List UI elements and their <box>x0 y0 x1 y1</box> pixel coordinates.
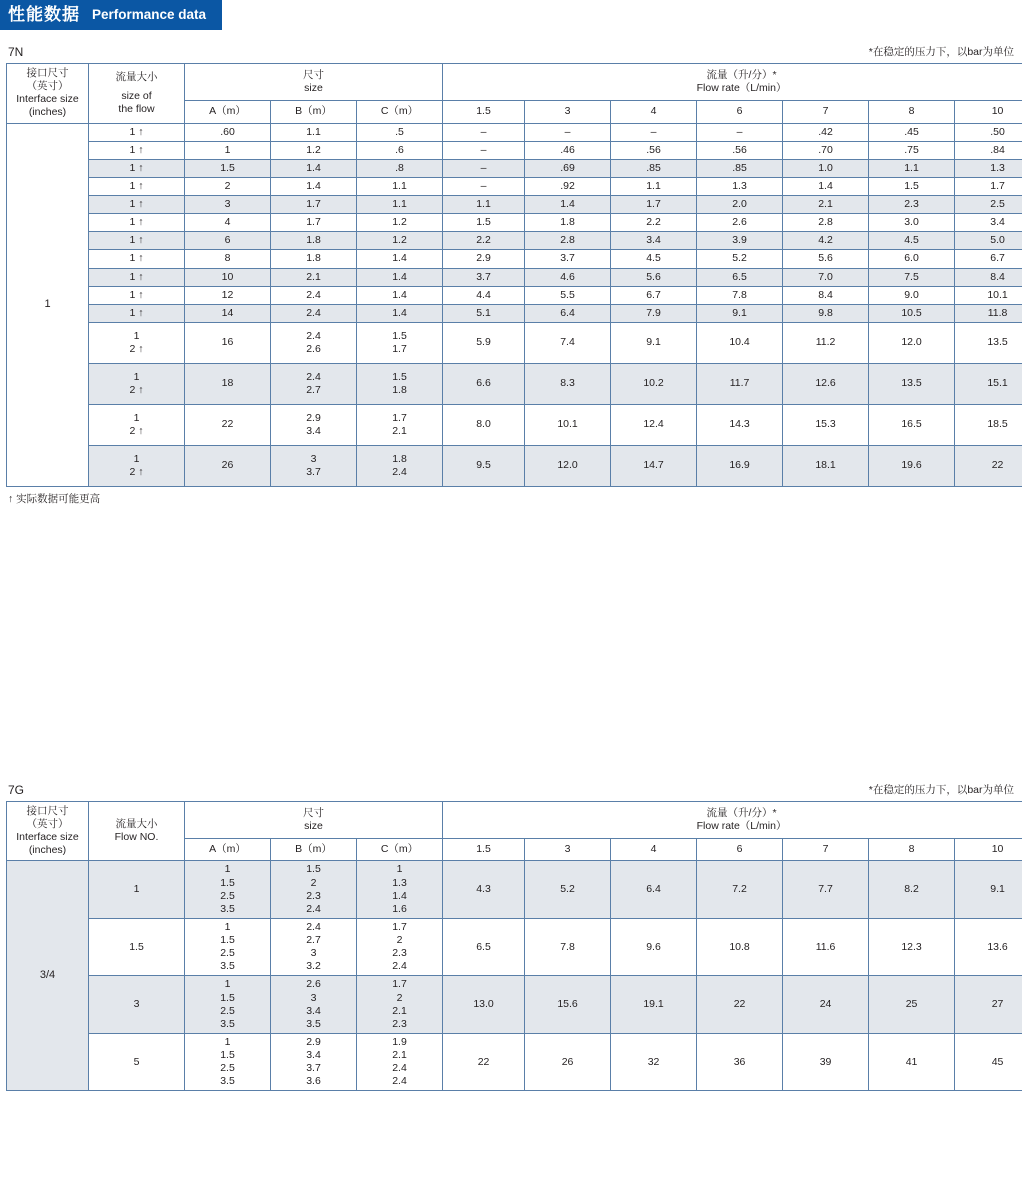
cell-flowrate-2: .46 <box>525 141 611 159</box>
header-rate-7-7g: 10 <box>955 838 1022 860</box>
cell-size-a: 1 <box>185 141 271 159</box>
cell-flowrate-5: 18.1 <box>783 445 869 486</box>
cell-size-a: 1 1.5 2.5 3.5 <box>185 861 271 919</box>
cell-flowrate-3: 6.7 <box>611 286 697 304</box>
cell-flowrate-2: 12.0 <box>525 445 611 486</box>
cell-size-a: 18 <box>185 363 271 404</box>
cell-flow-no: 5 <box>89 1033 185 1091</box>
table-row <box>7 322 1022 363</box>
cell-flowrate-4: – <box>697 123 783 141</box>
cell-flowrate-5: 7.0 <box>783 268 869 286</box>
table-row <box>7 250 1022 268</box>
cell-flowrate-6: 2.3 <box>869 196 955 214</box>
header-col-b: B（m） <box>271 101 357 123</box>
cell-flowrate-6: 8.2 <box>869 861 955 919</box>
cell-flowrate-7: 9.1 <box>955 861 1022 919</box>
cell-flow-size: 1 2 ↑ <box>89 363 185 404</box>
cell-flowrate-7: 8.4 <box>955 268 1022 286</box>
cell-size-b: 1.2 <box>271 141 357 159</box>
cell-interface-size: 1 <box>7 123 89 486</box>
cell-flowrate-6: .45 <box>869 123 955 141</box>
cell-flowrate-7: .84 <box>955 141 1022 159</box>
cell-flowrate-2: 7.4 <box>525 322 611 363</box>
page-banner <box>0 0 222 30</box>
cell-size-a: 1 1.5 2.5 3.5 <box>185 1033 271 1091</box>
cell-size-c: 1.9 2.1 2.4 2.4 <box>357 1033 443 1091</box>
section-7n-label: 7N <box>8 45 24 59</box>
header-size-group-7g <box>185 801 443 838</box>
cell-flowrate-3: .56 <box>611 141 697 159</box>
cell-size-a: .60 <box>185 123 271 141</box>
cell-flow-size: 1 ↑ <box>89 159 185 177</box>
cell-flowrate-3: 9.6 <box>611 918 697 976</box>
cell-flowrate-4: 6.5 <box>697 268 783 286</box>
cell-flowrate-1: 5.1 <box>443 304 525 322</box>
cell-flowrate-1: 4.3 <box>443 861 525 919</box>
header-interface-en1: Interface size <box>16 93 79 106</box>
table-row <box>7 214 1022 232</box>
cell-flowrate-5: 1.0 <box>783 159 869 177</box>
header-rate-1: 1.5 <box>443 101 525 123</box>
cell-interface-size: 3/4 <box>7 861 89 1091</box>
cell-flowrate-2: 7.8 <box>525 918 611 976</box>
cell-flow-size: 1 ↑ <box>89 232 185 250</box>
table-7g-body <box>7 861 1022 1091</box>
cell-size-c: 1.4 <box>357 250 443 268</box>
cell-flowrate-5: 12.6 <box>783 363 869 404</box>
cell-size-b: 2.4 2.7 <box>271 363 357 404</box>
cell-flowrate-2: 1.8 <box>525 214 611 232</box>
cell-size-b: 2.9 3.4 3.7 3.6 <box>271 1033 357 1091</box>
cell-flowrate-1: 13.0 <box>443 976 525 1034</box>
cell-flowrate-5: 11.2 <box>783 322 869 363</box>
header-col-b-7g: B（m） <box>271 838 357 860</box>
header-flowrate-group-7g <box>443 801 1022 838</box>
cell-size-c: 1.4 <box>357 268 443 286</box>
cell-size-b: 1.5 2 2.3 2.4 <box>271 861 357 919</box>
cell-flowrate-7: 1.7 <box>955 177 1022 195</box>
cell-flowrate-5: .42 <box>783 123 869 141</box>
cell-flowrate-4: .56 <box>697 141 783 159</box>
cell-flowrate-1: – <box>443 141 525 159</box>
cell-flowrate-4: 14.3 <box>697 404 783 445</box>
cell-flowrate-4: .85 <box>697 159 783 177</box>
cell-size-a: 2 <box>185 177 271 195</box>
cell-size-b: 1.8 <box>271 250 357 268</box>
cell-size-c: 1.1 <box>357 196 443 214</box>
cell-flowrate-3: 12.4 <box>611 404 697 445</box>
cell-flowrate-3: 10.2 <box>611 363 697 404</box>
table-row <box>7 286 1022 304</box>
cell-size-c: 1 1.3 1.4 1.6 <box>357 861 443 919</box>
cell-flow-size: 1 ↑ <box>89 286 185 304</box>
cell-flowrate-5: 39 <box>783 1033 869 1091</box>
table-7n <box>6 63 1022 487</box>
cell-flowrate-6: 6.0 <box>869 250 955 268</box>
cell-flowrate-7: 18.5 <box>955 404 1022 445</box>
cell-size-a: 12 <box>185 286 271 304</box>
cell-flowrate-1: 9.5 <box>443 445 525 486</box>
cell-flowrate-3: 14.7 <box>611 445 697 486</box>
cell-size-c: 1.5 1.7 <box>357 322 443 363</box>
table-row <box>7 304 1022 322</box>
cell-size-a: 4 <box>185 214 271 232</box>
section-7n <box>0 44 1022 506</box>
cell-flowrate-2: 8.3 <box>525 363 611 404</box>
cell-flowrate-4: 11.7 <box>697 363 783 404</box>
header-rate-1-7g: 1.5 <box>443 838 525 860</box>
cell-flowrate-7: 13.6 <box>955 918 1022 976</box>
header-size-en: size <box>304 82 323 95</box>
cell-flowrate-1: – <box>443 123 525 141</box>
header-flow-en1-7g: Flow NO. <box>114 831 159 844</box>
cell-size-a: 8 <box>185 250 271 268</box>
header-size-cn: 尺寸 <box>303 68 325 81</box>
cell-size-a: 14 <box>185 304 271 322</box>
section-7g-head <box>8 782 1014 797</box>
cell-flowrate-5: 2.1 <box>783 196 869 214</box>
table-row <box>7 177 1022 195</box>
cell-flow-size: 1 ↑ <box>89 250 185 268</box>
cell-flowrate-3: – <box>611 123 697 141</box>
header-flowrate-cn: 流量（升/分）* <box>706 68 777 81</box>
cell-flowrate-5: 11.6 <box>783 918 869 976</box>
table-row <box>7 918 1022 976</box>
cell-flowrate-2: .69 <box>525 159 611 177</box>
cell-flowrate-6: 10.5 <box>869 304 955 322</box>
cell-flowrate-6: 16.5 <box>869 404 955 445</box>
cell-flowrate-4: 10.8 <box>697 918 783 976</box>
cell-size-a: 1 1.5 2.5 3.5 <box>185 976 271 1034</box>
header-interface-en2-7g: (inches) <box>28 844 67 857</box>
cell-flowrate-1: 2.9 <box>443 250 525 268</box>
header-flow-cn-7g: 流量大小 <box>115 818 158 830</box>
cell-flowrate-6: 1.1 <box>869 159 955 177</box>
table-row <box>7 268 1022 286</box>
cell-flowrate-6: 7.5 <box>869 268 955 286</box>
header-rate-6: 8 <box>869 101 955 123</box>
cell-flowrate-7: 1.3 <box>955 159 1022 177</box>
cell-flow-size: 1 ↑ <box>89 304 185 322</box>
cell-flowrate-7: 27 <box>955 976 1022 1034</box>
cell-flowrate-3: 4.5 <box>611 250 697 268</box>
cell-size-a: 26 <box>185 445 271 486</box>
cell-flowrate-5: 1.4 <box>783 177 869 195</box>
cell-flowrate-5: 7.7 <box>783 861 869 919</box>
cell-flowrate-2: 26 <box>525 1033 611 1091</box>
cell-size-b: 1.7 <box>271 196 357 214</box>
cell-flowrate-2: 2.8 <box>525 232 611 250</box>
header-size-cn-7g: 尺寸 <box>303 806 325 819</box>
table-7g <box>6 801 1022 1092</box>
cell-flowrate-4: 2.0 <box>697 196 783 214</box>
cell-flowrate-7: 45 <box>955 1033 1022 1091</box>
cell-flowrate-2: 15.6 <box>525 976 611 1034</box>
header-flow-en2: the flow <box>118 102 155 115</box>
table-7n-header-row-1 <box>7 64 1022 101</box>
cell-size-b: 2.6 3 3.4 3.5 <box>271 976 357 1034</box>
table-row <box>7 976 1022 1034</box>
cell-flowrate-5: 15.3 <box>783 404 869 445</box>
cell-flowrate-5: 9.8 <box>783 304 869 322</box>
header-interface-cn2: （英寸） <box>26 80 69 93</box>
cell-size-c: 1.2 <box>357 214 443 232</box>
cell-size-c: 1.4 <box>357 286 443 304</box>
header-flow-no-7g <box>89 801 185 861</box>
cell-size-b: 2.4 <box>271 304 357 322</box>
header-flowrate-en-7g: Flow rate（L/min） <box>696 819 787 832</box>
cell-flow-size: 1 ↑ <box>89 177 185 195</box>
cell-flowrate-1: 4.4 <box>443 286 525 304</box>
cell-flowrate-1: 2.2 <box>443 232 525 250</box>
cell-flowrate-3: 1.7 <box>611 196 697 214</box>
header-size-en-7g: size <box>304 819 323 832</box>
cell-flowrate-7: 3.4 <box>955 214 1022 232</box>
header-col-a-7g: A（m） <box>185 838 271 860</box>
table-row <box>7 232 1022 250</box>
header-col-c-7g: C（m） <box>357 838 443 860</box>
cell-flowrate-4: 1.3 <box>697 177 783 195</box>
cell-flowrate-3: 2.2 <box>611 214 697 232</box>
cell-size-a: 3 <box>185 196 271 214</box>
header-interface-en1-7g: Interface size <box>16 831 79 844</box>
cell-flowrate-7: 10.1 <box>955 286 1022 304</box>
cell-flowrate-4: 36 <box>697 1033 783 1091</box>
cell-size-c: 1.5 1.8 <box>357 363 443 404</box>
cell-size-b: 1.1 <box>271 123 357 141</box>
banner-title-cn: 性能数据 <box>8 5 80 24</box>
header-flowrate-en: Flow rate（L/min） <box>696 82 787 95</box>
cell-size-b: 2.1 <box>271 268 357 286</box>
table-row <box>7 445 1022 486</box>
cell-flowrate-5: 24 <box>783 976 869 1034</box>
cell-flowrate-5: 8.4 <box>783 286 869 304</box>
cell-flowrate-2: – <box>525 123 611 141</box>
header-interface-cn1: 接口尺寸 <box>26 67 69 79</box>
cell-flowrate-1: 1.1 <box>443 196 525 214</box>
table-row <box>7 196 1022 214</box>
cell-flowrate-6: 41 <box>869 1033 955 1091</box>
cell-flowrate-3: 7.9 <box>611 304 697 322</box>
cell-flowrate-7: 13.5 <box>955 322 1022 363</box>
header-col-c: C（m） <box>357 101 443 123</box>
cell-flow-size: 1 ↑ <box>89 214 185 232</box>
header-flow-size <box>89 64 185 124</box>
cell-flowrate-1: 22 <box>443 1033 525 1091</box>
cell-size-c: 1.7 2 2.1 2.3 <box>357 976 443 1034</box>
cell-flowrate-1: 8.0 <box>443 404 525 445</box>
section-7g <box>0 782 1022 1092</box>
cell-flowrate-6: 19.6 <box>869 445 955 486</box>
cell-flowrate-4: 16.9 <box>697 445 783 486</box>
cell-flowrate-2: 5.5 <box>525 286 611 304</box>
cell-flowrate-1: 1.5 <box>443 214 525 232</box>
table-row <box>7 363 1022 404</box>
cell-flowrate-7: 15.1 <box>955 363 1022 404</box>
cell-flowrate-5: 2.8 <box>783 214 869 232</box>
cell-size-c: 1.7 2 2.3 2.4 <box>357 918 443 976</box>
section-7n-note: *在稳定的压力下，以bar为单位 <box>868 46 1014 58</box>
header-rate-6-7g: 8 <box>869 838 955 860</box>
cell-flow-size: 1 ↑ <box>89 268 185 286</box>
cell-flowrate-4: 3.9 <box>697 232 783 250</box>
cell-flowrate-4: 2.6 <box>697 214 783 232</box>
header-interface-cn1-7g: 接口尺寸 <box>26 804 69 817</box>
cell-flowrate-7: 2.5 <box>955 196 1022 214</box>
cell-size-c: .8 <box>357 159 443 177</box>
header-flowrate-group <box>443 64 1022 101</box>
cell-size-a: 1 1.5 2.5 3.5 <box>185 918 271 976</box>
cell-flowrate-1: 6.5 <box>443 918 525 976</box>
cell-flowrate-3: .85 <box>611 159 697 177</box>
cell-flow-size: 1 ↑ <box>89 123 185 141</box>
cell-flowrate-7: 22 <box>955 445 1022 486</box>
cell-flowrate-3: 9.1 <box>611 322 697 363</box>
cell-size-b: 1.8 <box>271 232 357 250</box>
cell-flowrate-5: .70 <box>783 141 869 159</box>
cell-size-b: 1.7 <box>271 214 357 232</box>
cell-flowrate-2: .92 <box>525 177 611 195</box>
cell-size-c: 1.7 2.1 <box>357 404 443 445</box>
cell-flowrate-1: 3.7 <box>443 268 525 286</box>
cell-flowrate-7: 5.0 <box>955 232 1022 250</box>
cell-flow-size: 1 ↑ <box>89 196 185 214</box>
cell-flowrate-4: 22 <box>697 976 783 1034</box>
section-7n-footnote: ↑ 实际数据可能更高 <box>8 492 101 505</box>
header-flow-en1: size of <box>121 89 152 102</box>
cell-flowrate-2: 10.1 <box>525 404 611 445</box>
cell-flowrate-6: 1.5 <box>869 177 955 195</box>
cell-flowrate-7: .50 <box>955 123 1022 141</box>
header-rate-2: 3 <box>525 101 611 123</box>
header-interface-cn2-7g: （英寸） <box>26 818 69 830</box>
cell-size-b: 3 3.7 <box>271 445 357 486</box>
cell-flowrate-2: 4.6 <box>525 268 611 286</box>
cell-flowrate-3: 5.6 <box>611 268 697 286</box>
cell-flowrate-2: 3.7 <box>525 250 611 268</box>
cell-flowrate-4: 7.2 <box>697 861 783 919</box>
header-rate-2-7g: 3 <box>525 838 611 860</box>
cell-flowrate-2: 6.4 <box>525 304 611 322</box>
section-7g-label: 7G <box>8 782 25 797</box>
cell-flowrate-4: 7.8 <box>697 286 783 304</box>
cell-flow-size: 1 2 ↑ <box>89 445 185 486</box>
cell-flowrate-2: 1.4 <box>525 196 611 214</box>
table-7n-body <box>7 123 1022 486</box>
header-rate-5-7g: 7 <box>783 838 869 860</box>
header-rate-3-7g: 4 <box>611 838 697 860</box>
cell-flow-size: 1 ↑ <box>89 141 185 159</box>
cell-flowrate-6: 12.3 <box>869 918 955 976</box>
cell-size-a: 22 <box>185 404 271 445</box>
page-spacer <box>0 506 1022 768</box>
section-7g-note: *在稳定的压力下，以bar为单位 <box>868 783 1014 796</box>
cell-flowrate-7: 6.7 <box>955 250 1022 268</box>
cell-size-a: 10 <box>185 268 271 286</box>
cell-size-b: 2.9 3.4 <box>271 404 357 445</box>
header-size-group <box>185 64 443 101</box>
table-row <box>7 404 1022 445</box>
cell-flow-no: 1 <box>89 861 185 919</box>
cell-flowrate-1: – <box>443 177 525 195</box>
header-rate-3: 4 <box>611 101 697 123</box>
cell-size-c: 1.2 <box>357 232 443 250</box>
header-interface-size-7g <box>7 801 89 861</box>
cell-flow-no: 3 <box>89 976 185 1034</box>
cell-flowrate-3: 6.4 <box>611 861 697 919</box>
header-interface-size <box>7 64 89 124</box>
table-row <box>7 1033 1022 1091</box>
cell-flowrate-1: 6.6 <box>443 363 525 404</box>
cell-flowrate-3: 19.1 <box>611 976 697 1034</box>
cell-size-b: 2.4 <box>271 286 357 304</box>
table-row <box>7 861 1022 919</box>
cell-size-b: 1.4 <box>271 177 357 195</box>
banner-title-en: Performance data <box>92 6 207 22</box>
header-rate-7: 10 <box>955 101 1022 123</box>
cell-size-c: 1.8 2.4 <box>357 445 443 486</box>
cell-size-c: .5 <box>357 123 443 141</box>
section-7n-head <box>8 44 1014 59</box>
cell-flowrate-6: 25 <box>869 976 955 1034</box>
cell-flowrate-1: – <box>443 159 525 177</box>
table-row <box>7 141 1022 159</box>
cell-size-b: 1.4 <box>271 159 357 177</box>
cell-size-b: 2.4 2.6 <box>271 322 357 363</box>
cell-flowrate-3: 32 <box>611 1033 697 1091</box>
header-rate-4-7g: 6 <box>697 838 783 860</box>
cell-flowrate-6: 4.5 <box>869 232 955 250</box>
cell-flowrate-6: 9.0 <box>869 286 955 304</box>
cell-size-c: 1.1 <box>357 177 443 195</box>
cell-flowrate-1: 5.9 <box>443 322 525 363</box>
header-flowrate-cn-7g: 流量（升/分）* <box>706 806 777 819</box>
cell-flowrate-4: 10.4 <box>697 322 783 363</box>
table-7g-header-row-1 <box>7 801 1022 838</box>
cell-flow-no: 1.5 <box>89 918 185 976</box>
cell-flowrate-3: 1.1 <box>611 177 697 195</box>
header-flow-cn: 流量大小 <box>115 70 158 83</box>
header-interface-en2: (inches) <box>28 106 67 119</box>
table-row <box>7 123 1022 141</box>
header-col-a: A（m） <box>185 101 271 123</box>
cell-flowrate-4: 5.2 <box>697 250 783 268</box>
header-rate-4: 6 <box>697 101 783 123</box>
cell-flowrate-3: 3.4 <box>611 232 697 250</box>
cell-flow-size: 1 2 ↑ <box>89 322 185 363</box>
cell-size-c: .6 <box>357 141 443 159</box>
cell-flowrate-5: 4.2 <box>783 232 869 250</box>
cell-size-c: 1.4 <box>357 304 443 322</box>
cell-flowrate-6: 12.0 <box>869 322 955 363</box>
cell-flowrate-6: .75 <box>869 141 955 159</box>
cell-flow-size: 1 2 ↑ <box>89 404 185 445</box>
header-rate-5: 7 <box>783 101 869 123</box>
cell-size-a: 1.5 <box>185 159 271 177</box>
cell-size-a: 6 <box>185 232 271 250</box>
cell-size-a: 16 <box>185 322 271 363</box>
cell-flowrate-6: 13.5 <box>869 363 955 404</box>
cell-flowrate-5: 5.6 <box>783 250 869 268</box>
cell-flowrate-7: 11.8 <box>955 304 1022 322</box>
cell-size-b: 2.4 2.7 3 3.2 <box>271 918 357 976</box>
cell-flowrate-6: 3.0 <box>869 214 955 232</box>
table-row <box>7 159 1022 177</box>
cell-flowrate-2: 5.2 <box>525 861 611 919</box>
cell-flowrate-4: 9.1 <box>697 304 783 322</box>
